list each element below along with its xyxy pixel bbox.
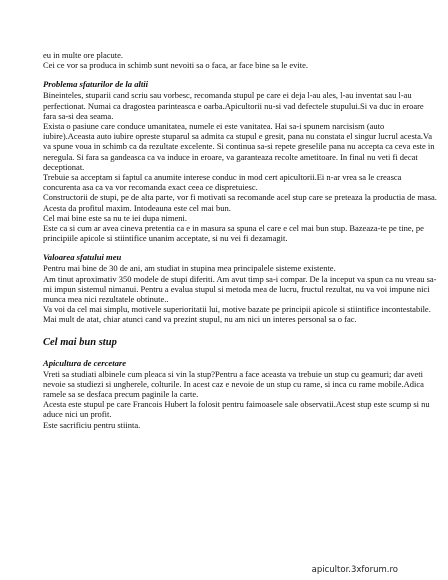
document-page — [43, 50, 438, 430]
paragraph: Este ca si cum ar avea cineva pretentia ca e in masura sa spuna el care e cel mai bun stup. Bazeaza-te pe tine, pe principiile apicole si stiintifice unanim acceptate, si nu vei fi dezamagit. — [43, 223, 424, 244]
section-heading-advice-problem: Problema sfaturilor de la altii — [43, 79, 149, 90]
chapter-title: Cel mai bun stup — [43, 336, 117, 348]
section-heading-research-beekeeping: Apicultura de cercetare — [43, 357, 127, 368]
paragraph: Binеinteles, stuparii cand scriu sau vorbesc, recomanda stupul pe care ei deja l-au ales, l-au inventat sau l-au perfectionat. Numai ca dragostea parinteasca e oarba.Apicultorii nu-si vad defectele stupului.Si va duc in eroare fara sa-si dea seama. — [43, 90, 424, 121]
paragraph: Cel mai bine este sa nu te iei dupa nimeni. — [43, 212, 187, 223]
paragraph: Trebuie sa acceptam si faptul ca anumite interese conduc in mod cert apicultorii.Ei n-ar vrea sa le creasca concurenta asa ca va vor recomanda exact ceea ce dispretuiesc. — [43, 172, 402, 193]
paragraph: Constructorii de stupi, pe de alta parte, vor fi motivati sa recomande acel stup care se preteaza la productia de masa. Acesta da profitul maxim. Intodeauna este cel mai bun. — [43, 192, 437, 213]
paragraph: Acesta este stupul pe care Francois Hubert la folosit pentru faimoasele sale observatii.Acest stup este scump si nu aduce nici un profit. — [43, 399, 430, 420]
intro-paragraph-2: Cei ce vor sa produca in schimb sunt nevoiti sa o faca, ar face bine sa le evite. — [43, 60, 309, 71]
paragraph: Vreti sa studiati albinele cum pleaca si vin la stup?Pentru a face aceasta va trebuie un stup cu geamuri; dar aveti nevoie sa studiezi si ungherele, colturile. In acest caz e nevoie de un stup cu rame, si inca cu rame mobile.Adica ramele sa se desfaca precum paginile la carte. — [43, 368, 424, 400]
paragraph: Este sacrificiu pentru stiinta. — [43, 419, 141, 430]
intro-paragraph-1: eu in multe ore placute. — [43, 50, 124, 60]
paragraph: Va voi da cel mai simplu, motivele superioritatii lui, motive bazate pe principii apicole si stiintifice incontestabile. Mai mult de atat, chiar atunci cand va prezint stupul, nu am nici un interes personal sa o fac. — [43, 304, 431, 325]
paragraph: Exista o pasiune care conduce umanitatea, numele ei este vanitatea. Hai sa-i spunem narcisism (auto iubire).Aceasta auto iubire opreste stuparul sa admita ca stupul e gresit, pana nu constata el singur lucrul acesta.Va va spune voua in schimb ca da rezultate excelente. Si continua sa-si repete greselile pana nu accepta ca ceva este in neregula. Si fara sa gandeasca ca va induce in eroare, va garanteaza recolte ametitoare. In final nu veti fi decat deceptionat. — [43, 121, 435, 172]
paragraph: Am tinut aproximativ 350 modele de stupi diferiti. Am avut timp sa-i compar. De la inceput va spun ca nu vreau sa-mi impun sistemul nimanui. Pentru a evalua stupul si metoda mea de lucru, fructul rezultat, nu va voi impune nici munca mea nici rezultatele obtinute.. — [43, 273, 437, 305]
paragraph: Pentru mai bine de 30 de ani, am studiat in stupina mea principalele sisteme existente. — [43, 263, 336, 274]
footer-site-url: apicultor.3xforum.ro — [311, 565, 398, 575]
section-heading-advice-value: Valoarea sfatului meu — [43, 252, 122, 263]
